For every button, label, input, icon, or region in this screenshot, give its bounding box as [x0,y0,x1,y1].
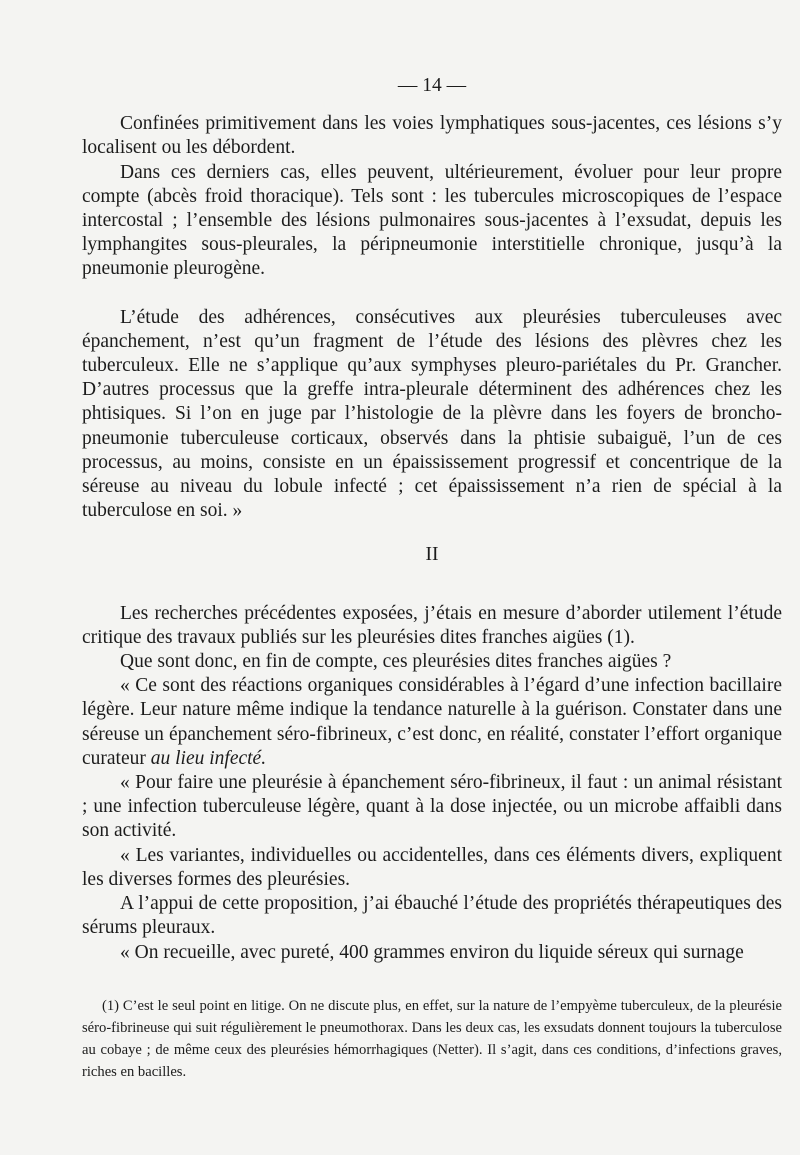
paragraph: « On recueille, avec pureté, 400 grammes environ du liquide séreux qui surnage [120,941,744,963]
footnote: (1) C’est le seul point en litige. On ne discute plus, en effet, sur la nature de l’empyème tuberculeux, de la pleurésie séro-fibrineuse qui suit régulièrement le pneumothorax. Dans les deux cas, les exsudats donnent toujours la tuberculose au cobaye ; de même ceux des pleurésies hémorrhagiques (Netter). Il s’agit, dans ces conditions, d’infections graves, riches en bacilles. [82,997,782,1080]
paragraph-gap [82,282,782,306]
paragraph: Que sont donc, en fin de compte, ces pleurésies dites franches aigües ? [120,651,672,673]
paragraph: Confinées primitivement dans les voies lymphatiques sous-jacentes, ces lésions s’y localisent ou les débordent. [82,113,782,159]
paragraph: Dans ces derniers cas, elles peuvent, ultérieurement, évoluer pour leur propre compte (abcès froid thoracique). Tels sont : les tubercules microscopiques de l’espace intercostal ; l’ensemble des lésions pulmonaires sous-jacentes à l’exsudat, depuis les lymphangites sous-pleurales, la péripneumonie interstitielle chronique, jusqu’à la pneumonie pleurogène. [82,161,782,280]
document-page [82,74,782,1083]
paragraph-text: « Ce sont des réactions organiques considérables à l’égard d’une infection bacillaire légère. Leur nature même indique la tendance naturelle à la guérison. Constater dans une séreuse un épanchement séro-fibrineux, c’est donc, en réalité, constater l’effort organique curateur [82,675,782,769]
paragraph: « Les variantes, individuelles ou accidentelles, dans ces éléments divers, expliquent les diverses formes des pleurésies. [82,844,782,890]
paragraph: L’étude des adhérences, consécutives aux pleurésies tuberculeuses avec épanchement, n’est qu’un fragment de l’étude des lésions des plèvres chez les tuberculeux. Elle ne s’applique qu’aux symphyses pleuro-pariétales du Pr. Grancher. D’autres processus que la greffe intra-pleurale déterminent des adhérences chez les phtisiques. Si l’on en juge par l’histologie de la plèvre dans les foyers de broncho-pneumonie tuberculeuse corticaux, observés dans la phtisie subaiguë, l’un de ces processus, au moins, consiste en un épaississement progressif et concentrique de la séreuse au niveau du lobule infecté ; cet épaississement n’a rien de spécial à la tuberculose en soi. » [82,306,782,522]
footnotes [82,995,782,1083]
paragraph: Les recherches précédentes exposées, j’étais en mesure d’aborder utilement l’étude critique des travaux publiés sur les pleurésies dites franches aigües (1). [82,602,782,648]
paragraph [82,674,782,771]
italic-phrase: au lieu infecté. [150,747,267,769]
paragraph: « Pour faire une pleurésie à épanchement séro-fibrineux, il faut : un animal résistant ; une infection tuberculeuse légère, quant à la dose injectée, ou un microbe affaibli dans son activité. [82,772,782,842]
paragraph: A l’appui de cette proposition, j’ai ébauché l’étude des propriétés thérapeutiques des sérums pleuraux. [82,893,782,939]
page-number: — 14 — [397,75,467,96]
section-heading: II [425,544,439,566]
